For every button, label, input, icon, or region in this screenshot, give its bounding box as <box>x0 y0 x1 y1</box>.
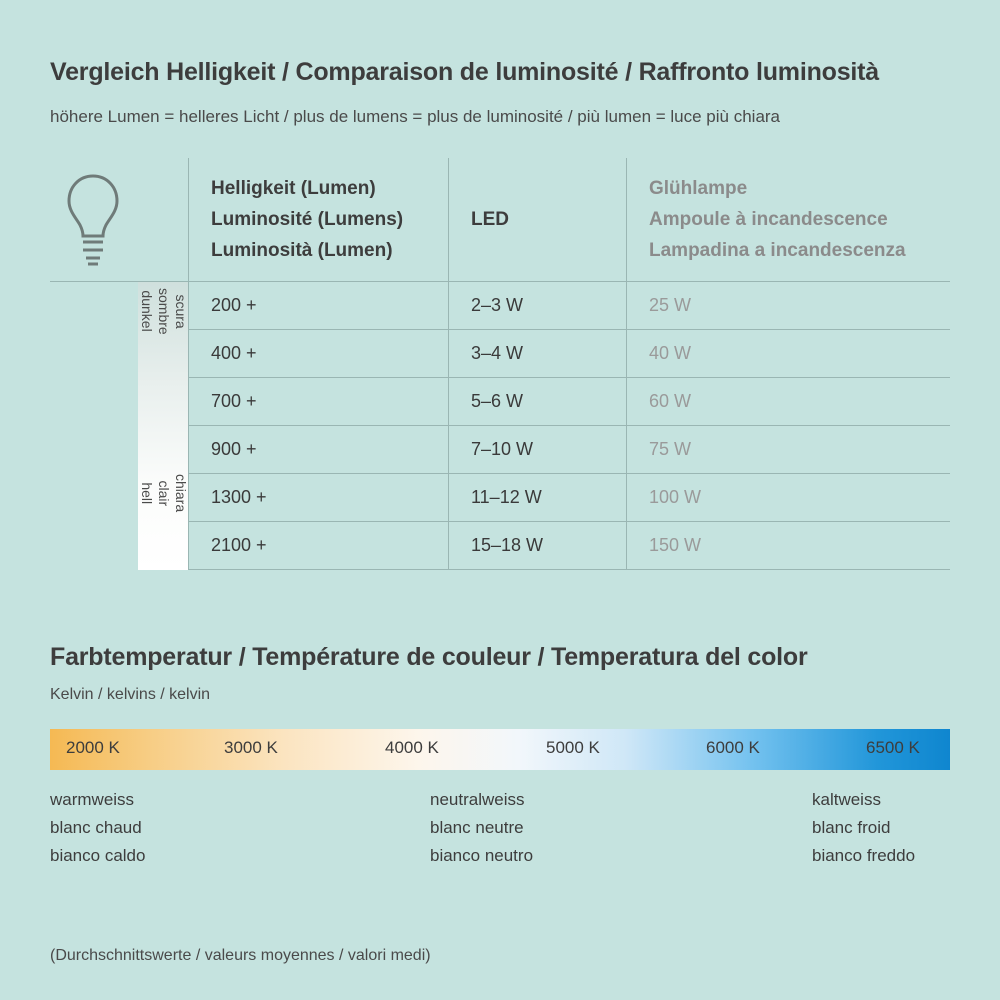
temp-label-warm-de: warmweiss <box>50 790 135 809</box>
table-row <box>50 426 950 474</box>
kelvin-gradient-bar <box>50 729 950 770</box>
header-incandescent <box>626 158 950 282</box>
kelvin-tick-3000: 3000 K <box>224 738 278 757</box>
cell-lumen: 400 + <box>188 330 448 378</box>
temp-label-warm <box>50 786 145 870</box>
cell-incandescent: 75 W <box>626 426 950 474</box>
scale-label-dark-it: scura <box>173 294 189 329</box>
scale-label-light-it: chiara <box>173 474 189 513</box>
header-incandescent-fr: Ampoule à incandescence <box>649 209 888 230</box>
header-led-label: LED <box>471 208 509 230</box>
header-lumen <box>188 158 448 282</box>
kelvin-tick-5000: 5000 K <box>546 738 600 757</box>
cell-incandescent: 25 W <box>626 282 950 330</box>
temp-label-cold-fr: blanc froid <box>812 818 891 837</box>
row-spacer <box>50 378 138 426</box>
color-temperature-subtitle: Kelvin / kelvins / kelvin <box>50 686 211 703</box>
row-scale <box>138 378 188 426</box>
cell-led: 3–4 W <box>448 330 626 378</box>
temp-label-neutral <box>430 786 533 870</box>
light-bulb-icon <box>64 172 122 273</box>
row-scale <box>138 282 188 330</box>
cell-led: 11–12 W <box>448 474 626 522</box>
color-temperature-title: Farbtemperatur / Température de couleur / Temperatura del color <box>50 643 808 671</box>
cell-lumen: 700 + <box>188 378 448 426</box>
cell-led: 2–3 W <box>448 282 626 330</box>
table-row <box>50 378 950 426</box>
cell-incandescent: 60 W <box>626 378 950 426</box>
table-row <box>50 522 950 570</box>
row-scale <box>138 522 188 570</box>
header-lumen-fr: Luminosité (Lumens) <box>211 209 404 230</box>
brightness-title: Vergleich Helligkeit / Comparaison de luminosité / Raffronto luminosità <box>50 58 880 86</box>
temp-label-cold-it: bianco freddo <box>812 846 916 865</box>
temp-label-neutral-de: neutralweiss <box>430 790 525 809</box>
header-lumen-de: Helligkeit (Lumen) <box>211 178 376 199</box>
cell-lumen: 900 + <box>188 426 448 474</box>
cell-lumen: 1300 + <box>188 474 448 522</box>
footnote: (Durchschnittswerte / valeurs moyennes / valori medi) <box>50 947 431 964</box>
scale-header-cell <box>138 158 188 282</box>
kelvin-tick-2000: 2000 K <box>66 738 120 757</box>
kelvin-tick-6000: 6000 K <box>706 738 760 757</box>
cell-lumen: 2100 + <box>188 522 448 570</box>
cell-incandescent: 100 W <box>626 474 950 522</box>
temp-label-neutral-it: bianco neutro <box>430 846 534 865</box>
header-led <box>448 158 626 282</box>
table-header-row <box>50 158 950 282</box>
temp-label-neutral-fr: blanc neutre <box>430 818 524 837</box>
row-spacer <box>50 330 138 378</box>
row-spacer <box>50 426 138 474</box>
table-row <box>50 282 950 330</box>
cell-led: 15–18 W <box>448 522 626 570</box>
row-spacer <box>50 474 138 522</box>
cell-incandescent: 40 W <box>626 330 950 378</box>
table-row <box>50 330 950 378</box>
bulb-icon-cell <box>50 158 138 282</box>
temp-label-cold <box>812 786 915 870</box>
temp-label-cold-de: kaltweiss <box>812 790 881 809</box>
brightness-table <box>50 158 950 570</box>
scale-label-dark-de: dunkel <box>139 290 155 332</box>
scale-label-light-de: hell <box>139 482 155 504</box>
temp-label-warm-it: bianco caldo <box>50 846 146 865</box>
table-row <box>50 474 950 522</box>
scale-label-dark-fr: sombre <box>156 288 172 335</box>
temp-label-warm-fr: blanc chaud <box>50 818 142 837</box>
scale-label-light-fr: clair <box>156 480 172 506</box>
kelvin-tick-6500: 6500 K <box>866 738 920 757</box>
cell-incandescent: 150 W <box>626 522 950 570</box>
cell-lumen: 200 + <box>188 282 448 330</box>
kelvin-tick-4000: 4000 K <box>385 738 439 757</box>
row-scale <box>138 330 188 378</box>
cell-led: 5–6 W <box>448 378 626 426</box>
row-spacer <box>50 522 138 570</box>
row-spacer <box>50 282 138 330</box>
header-incandescent-it: Lampadina a incandescenza <box>649 240 906 261</box>
row-scale <box>138 426 188 474</box>
brightness-subtitle: höhere Lumen = helleres Licht / plus de lumens = plus de luminosité / più lumen = luce più chiara <box>50 107 781 126</box>
header-incandescent-de: Glühlampe <box>649 178 748 199</box>
cell-led: 7–10 W <box>448 426 626 474</box>
row-scale <box>138 474 188 522</box>
header-lumen-it: Luminosità (Lumen) <box>211 240 393 261</box>
